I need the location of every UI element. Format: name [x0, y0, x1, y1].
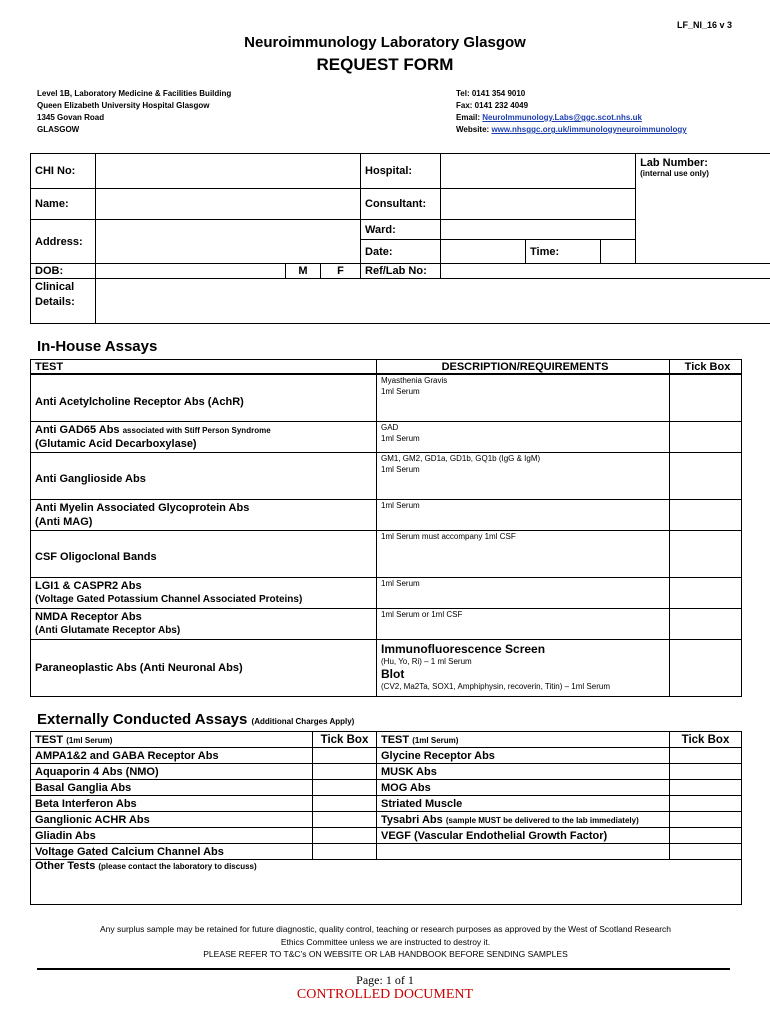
consultant-label: Consultant:	[361, 189, 441, 220]
col-test-label: TEST	[35, 733, 64, 746]
test-name: Anti Acetylcholine Receptor Abs (AchR)	[31, 374, 377, 421]
tick-box[interactable]	[670, 812, 742, 828]
test-note: (sample MUST be delivered to the lab immediately)	[445, 815, 639, 825]
tick-box[interactable]	[313, 764, 377, 780]
inhouse-assays-table	[30, 359, 742, 697]
col-test-label: TEST	[381, 733, 410, 746]
sex-female-option[interactable]: F	[321, 264, 361, 279]
table-row	[31, 639, 742, 696]
chi-label: CHI No:	[31, 154, 96, 189]
tick-box[interactable]	[670, 764, 742, 780]
clinical-details-label	[31, 279, 96, 324]
lab-number-note: (internal use only)	[640, 169, 709, 178]
test-description	[377, 608, 670, 639]
test-name: Gliadin Abs	[31, 828, 313, 844]
col-tick-box: Tick Box	[670, 360, 742, 375]
test-name: Anti Ganglioside Abs	[31, 452, 377, 499]
test-name: Paraneoplastic Abs (Anti Neuronal Abs)	[31, 639, 377, 696]
date-field[interactable]	[441, 240, 526, 264]
test-name: MUSK Abs	[377, 764, 670, 780]
test-description	[377, 530, 670, 577]
address-line: Queen Elizabeth University Hospital Glasgow	[37, 101, 210, 110]
test-subtitle: (Voltage Gated Potassium Channel Associated Proteins)	[35, 593, 303, 605]
test-title: Anti GAD65 Abs	[35, 423, 120, 436]
test-description	[377, 452, 670, 499]
website-link[interactable]: www.nhsggc.org.uk/immunologyneuroimmunology	[491, 125, 687, 134]
external-title-note: (Additional Charges Apply)	[251, 717, 355, 726]
external-assays-table	[30, 731, 742, 905]
test-name: VEGF (Vascular Endothelial Growth Factor)	[377, 828, 670, 844]
test-description	[377, 499, 670, 530]
hospital-label: Hospital:	[361, 154, 441, 189]
clinical-details-field[interactable]	[96, 279, 770, 324]
tick-box[interactable]	[313, 748, 377, 764]
website-label: Website:	[456, 125, 490, 134]
inhouse-header-row	[31, 360, 742, 375]
tick-box[interactable]	[670, 796, 742, 812]
dob-field[interactable]	[96, 264, 286, 279]
date-label: Date:	[361, 240, 441, 264]
tick-box[interactable]	[670, 452, 742, 499]
test-title: Anti Myelin Associated Glycoprotein Abs	[35, 501, 250, 514]
ref-lab-label: Ref/Lab No:	[361, 264, 441, 279]
page-number: Page: 1 of 1	[356, 973, 414, 987]
table-row	[31, 764, 742, 780]
test-name: CSF Oligoclonal Bands	[31, 530, 377, 577]
table-row	[31, 608, 742, 639]
time-label: Time:	[526, 240, 601, 264]
test-name	[31, 608, 377, 639]
consultant-field[interactable]	[441, 189, 636, 220]
patient-details-table	[30, 153, 770, 324]
tick-box[interactable]	[670, 748, 742, 764]
address-line: 1345 Govan Road	[37, 113, 105, 122]
other-tests[interactable]	[31, 860, 742, 905]
lab-number-label: Lab Number:	[640, 157, 708, 169]
table-row	[31, 828, 742, 844]
email-link[interactable]: NeuroImmunology.Labs@ggc.scot.nhs.uk	[482, 113, 642, 122]
address-line: Level 1B, Laboratory Medicine & Facilities Building	[37, 89, 232, 98]
desc-line: GM1, GM2, GD1a, GD1b, GQ1b (IgG & IgM)	[381, 453, 541, 463]
desc-line: (Hu, Yo, Ri) – 1 ml Serum	[381, 656, 472, 666]
form-title: REQUEST FORM	[316, 55, 454, 74]
test-title: Tysabri Abs	[381, 813, 443, 826]
table-row	[31, 530, 742, 577]
table-row	[31, 577, 742, 608]
ward-field[interactable]	[441, 220, 636, 240]
col-test: TEST	[31, 360, 377, 375]
name-field[interactable]	[96, 189, 361, 220]
desc-line: GAD	[381, 422, 399, 432]
footer-divider	[37, 968, 730, 970]
chi-field[interactable]	[96, 154, 361, 189]
email-label: Email:	[456, 113, 481, 122]
tick-box[interactable]	[670, 530, 742, 577]
desc-line: Myasthenia Gravis	[381, 376, 448, 385]
email-row	[456, 112, 687, 124]
table-row	[31, 374, 742, 421]
col-test	[377, 732, 670, 748]
desc-line: 1ml Serum	[381, 578, 420, 588]
telephone: Tel: 0141 354 9010	[456, 89, 526, 98]
external-header-row	[31, 732, 742, 748]
website-row	[456, 124, 687, 136]
lab-number-box	[636, 154, 770, 264]
test-name: Basal Ganglia Abs	[31, 780, 313, 796]
tick-box[interactable]	[670, 844, 742, 860]
tick-box[interactable]	[670, 374, 742, 421]
tick-box[interactable]	[670, 639, 742, 696]
desc-line: 1ml Serum	[381, 387, 420, 396]
ward-label: Ward:	[361, 220, 441, 240]
tick-box[interactable]	[313, 812, 377, 828]
external-title	[37, 711, 354, 728]
test-title: NMDA Receptor Abs	[35, 610, 142, 623]
test-name: Glycine Receptor Abs	[377, 748, 670, 764]
col-description: DESCRIPTION/REQUIREMENTS	[377, 360, 670, 375]
desc-line: 1ml Serum must accompany 1ml CSF	[381, 531, 516, 541]
tick-box[interactable]	[313, 828, 377, 844]
other-tests-row	[31, 860, 742, 905]
test-name	[377, 812, 670, 828]
tick-box[interactable]	[313, 796, 377, 812]
test-description	[377, 374, 670, 421]
hospital-field[interactable]	[441, 154, 636, 189]
tick-box[interactable]	[670, 421, 742, 452]
controlled-document-label: CONTROLLED DOCUMENT	[296, 987, 474, 1002]
blot-title: Blot	[381, 666, 405, 681]
desc-line: 1ml Serum	[381, 500, 420, 510]
tick-box[interactable]	[670, 828, 742, 844]
inhouse-title: In-House Assays	[37, 338, 158, 355]
desc-line: 1ml Serum	[381, 433, 420, 443]
retention-notice	[30, 923, 741, 961]
test-name: AMPA1&2 and GABA Receptor Abs	[31, 748, 313, 764]
ref-lab-field[interactable]	[441, 264, 770, 279]
test-subtitle: (Anti MAG)	[35, 515, 93, 528]
col-test-note: (1ml Serum)	[412, 735, 459, 745]
test-name	[31, 499, 377, 530]
name-label: Name:	[31, 189, 96, 220]
test-note: associated with Stiff Person Syndrome	[122, 425, 271, 435]
address-line: GLASGOW	[37, 125, 80, 134]
details-label: Details:	[35, 296, 75, 308]
time-field[interactable]	[601, 240, 636, 264]
test-name: Ganglionic ACHR Abs	[31, 812, 313, 828]
test-description	[377, 577, 670, 608]
address-field[interactable]	[96, 220, 361, 264]
test-title: LGI1 & CASPR2 Abs	[35, 579, 142, 592]
table-row	[31, 780, 742, 796]
other-tests-note: (please contact the laboratory to discuss)	[98, 862, 257, 871]
test-subtitle: (Glutamic Acid Decarboxylase)	[35, 437, 197, 450]
tick-box[interactable]	[670, 499, 742, 530]
empty-cell	[377, 844, 670, 860]
clinical-label: Clinical	[35, 281, 75, 293]
lab-title: Neuroimmunology Laboratory Glasgow	[244, 34, 526, 51]
sex-male-option[interactable]: M	[286, 264, 321, 279]
test-description	[377, 639, 670, 696]
notice-line: Ethics Committee unless we are instructed to destroy it.	[280, 936, 491, 947]
col-tick-box: Tick Box	[313, 732, 377, 748]
col-test-note: (1ml Serum)	[66, 735, 113, 745]
col-test	[31, 732, 313, 748]
test-name: Beta Interferon Abs	[31, 796, 313, 812]
table-row	[31, 796, 742, 812]
tick-box[interactable]	[313, 844, 377, 860]
test-name: Voltage Gated Calcium Channel Abs	[31, 844, 313, 860]
dob-label: DOB:	[31, 264, 96, 279]
lab-contact	[456, 88, 687, 136]
tick-box[interactable]	[670, 780, 742, 796]
tick-box[interactable]	[670, 577, 742, 608]
notice-line: PLEASE REFER TO T&C’s ON WEBSITE OR LAB HANDBOOK BEFORE SENDING SAMPLES	[203, 949, 568, 959]
table-row	[31, 421, 742, 452]
table-row	[31, 452, 742, 499]
document-code: LF_NI_16 v 3	[676, 20, 732, 30]
table-row	[31, 812, 742, 828]
lab-address	[37, 88, 231, 136]
table-row	[31, 499, 742, 530]
col-tick-box: Tick Box	[670, 732, 742, 748]
desc-line: 1ml Serum or 1ml CSF	[381, 609, 463, 619]
screen-title: Immunofluorescence Screen	[381, 641, 546, 656]
test-description	[377, 421, 670, 452]
notice-line: Any surplus sample may be retained for future diagnostic, quality control, teaching or research purposes as approved by the West of Scotland Research	[99, 924, 672, 934]
test-name	[31, 577, 377, 608]
address-label: Address:	[31, 220, 96, 264]
table-row	[31, 844, 742, 860]
test-subtitle: (Anti Glutamate Receptor Abs)	[35, 624, 181, 636]
test-name	[31, 421, 377, 452]
fax: Fax: 0141 232 4049	[456, 101, 529, 110]
tick-box[interactable]	[670, 608, 742, 639]
test-name: Striated Muscle	[377, 796, 670, 812]
desc-line: (CV2, Ma2Ta, SOX1, Amphiphysin, recoverin, Titin) – 1ml Serum	[381, 681, 610, 691]
test-name: MOG Abs	[377, 780, 670, 796]
table-row	[31, 748, 742, 764]
other-tests-label: Other Tests	[35, 860, 96, 872]
desc-line: 1ml Serum	[381, 464, 420, 474]
test-name: Aquaporin 4 Abs (NMO)	[31, 764, 313, 780]
tick-box[interactable]	[313, 780, 377, 796]
external-title-text: Externally Conducted Assays	[37, 711, 248, 728]
